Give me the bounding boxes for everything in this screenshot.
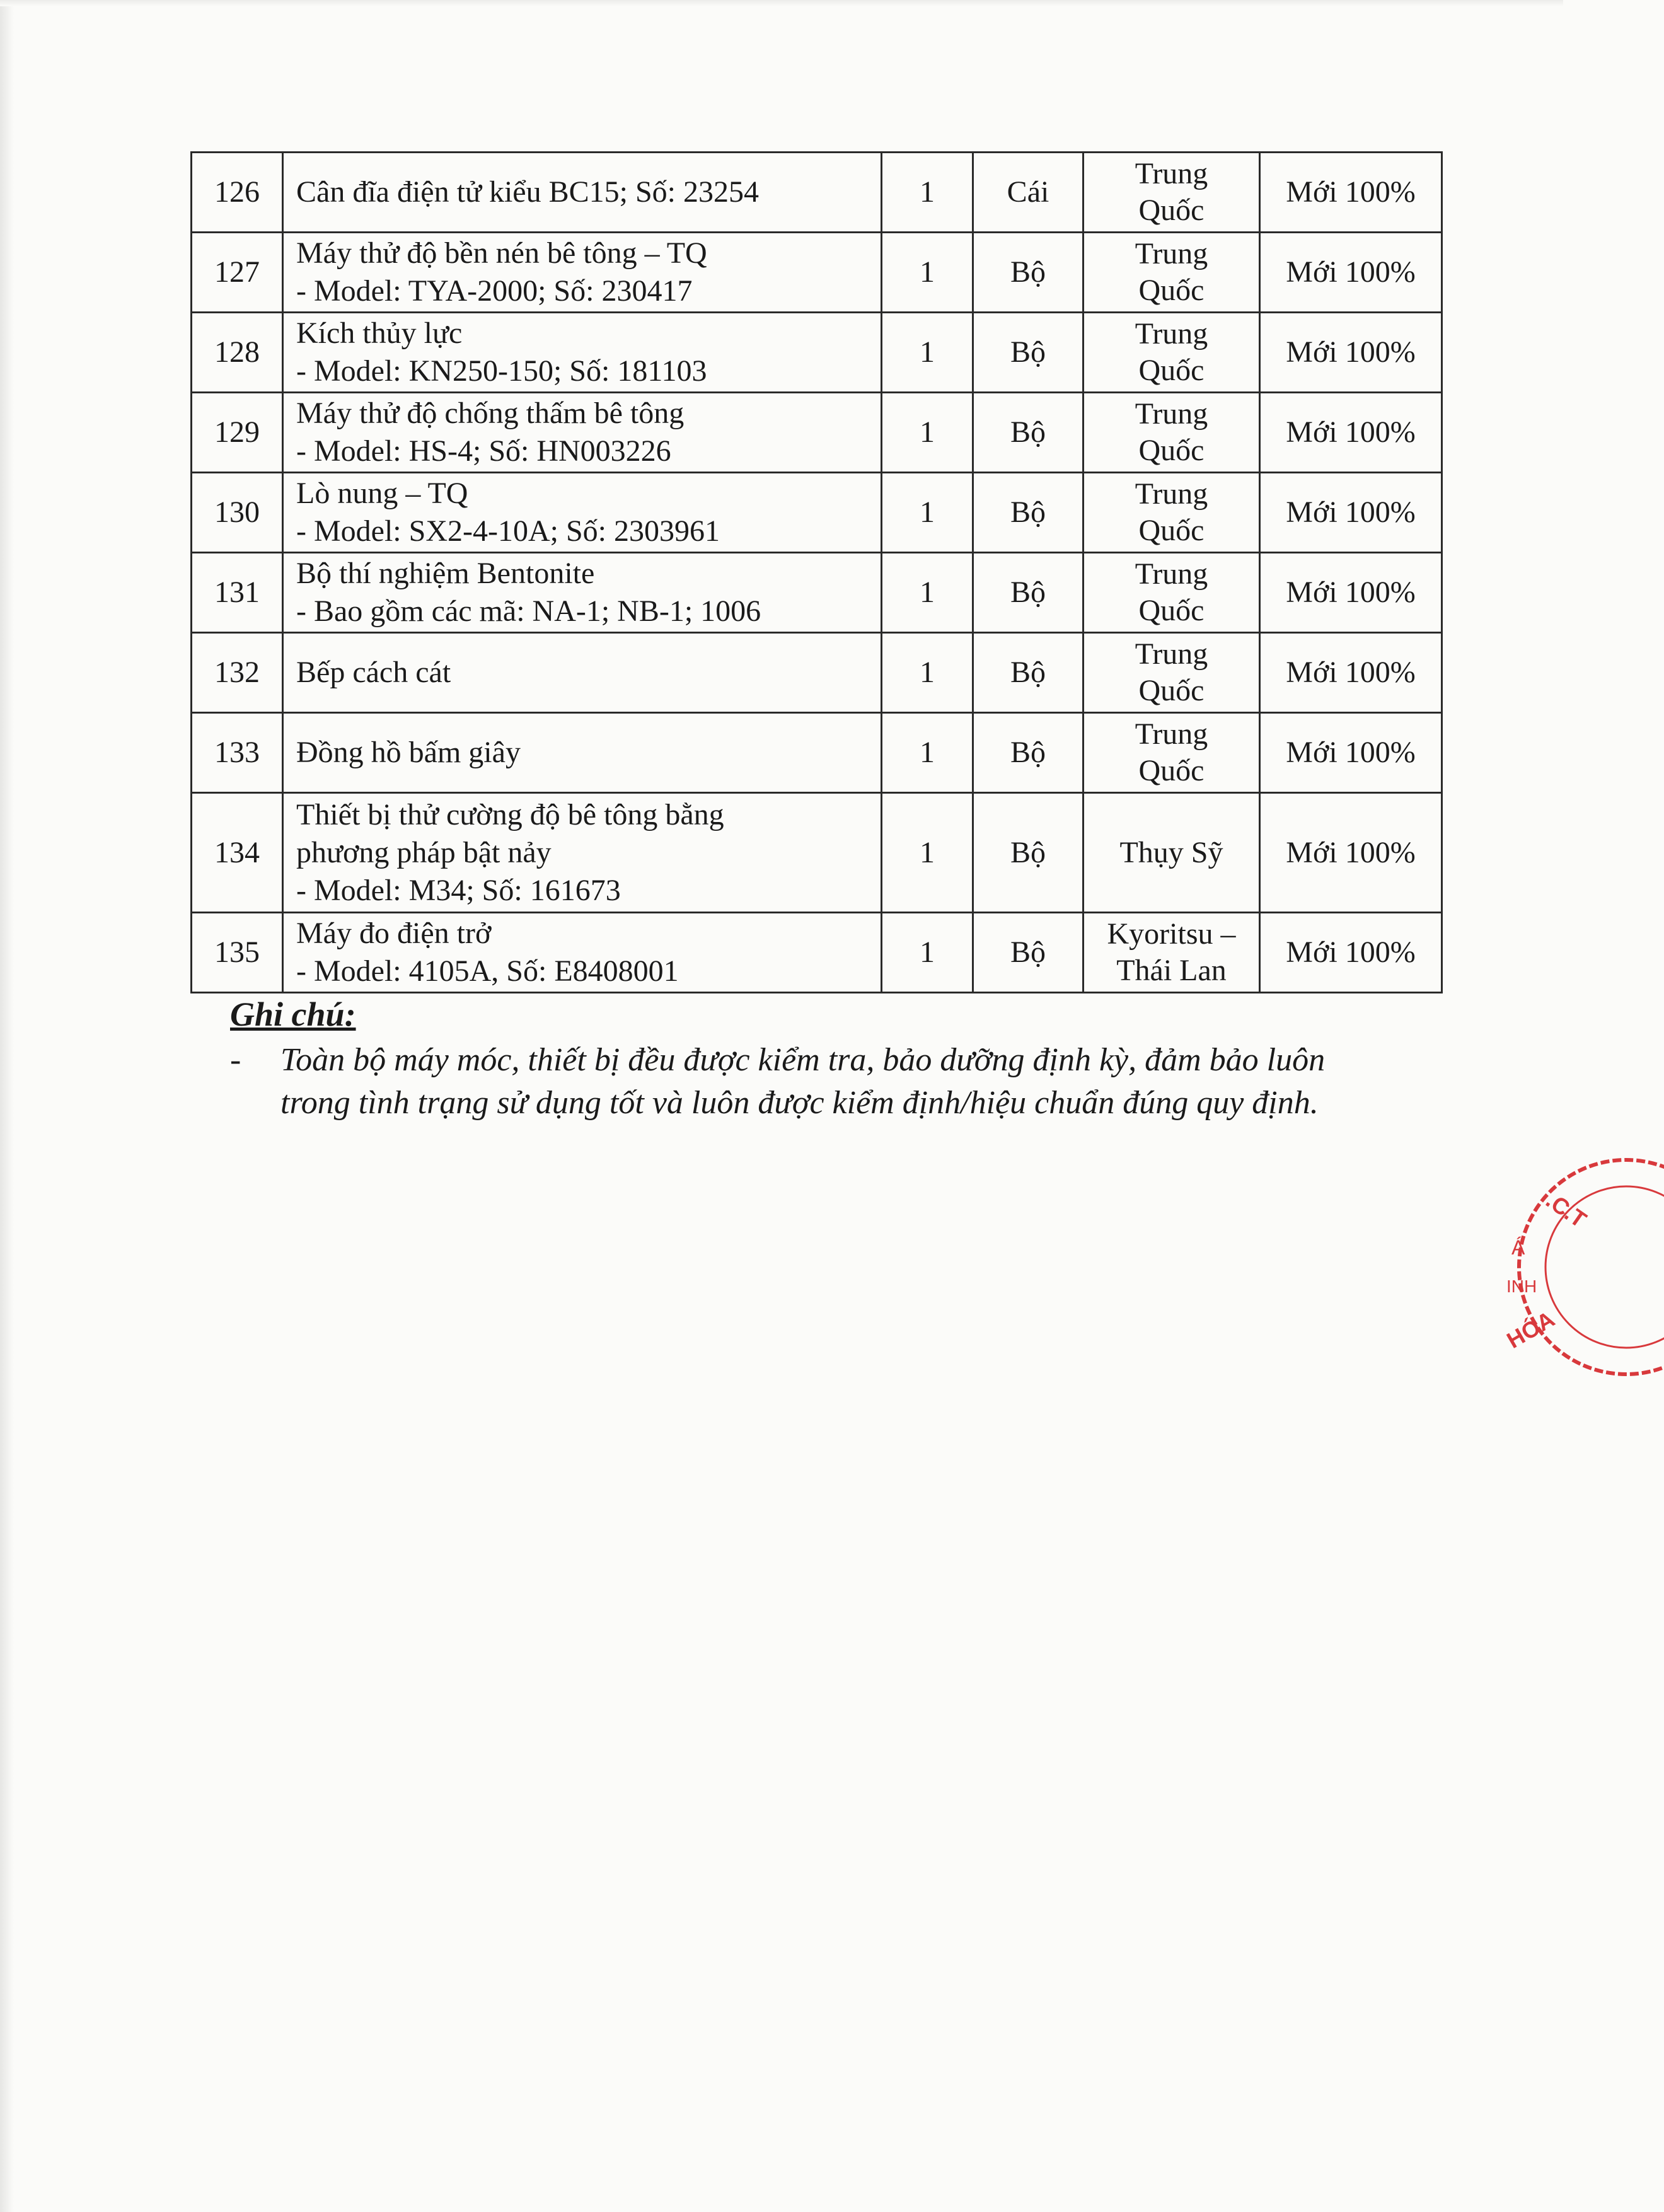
quantity: 1 xyxy=(882,633,973,713)
unit: Bộ xyxy=(973,233,1083,313)
equipment-name-line: Đồng hồ bấm giây xyxy=(296,736,521,769)
note-line-1: Toàn bộ máy móc, thiết bị đều được kiểm tra, bảo dưỡng định kỳ, đảm bảo luôn xyxy=(280,1042,1326,1078)
unit: Bộ xyxy=(973,553,1083,633)
origin xyxy=(1083,713,1260,793)
equipment-name-line: - Model: M34; Số: 161673 xyxy=(296,873,621,907)
note-item xyxy=(230,1039,1465,1125)
row-number: 128 xyxy=(192,313,283,393)
equipment-name xyxy=(283,553,882,633)
origin-line: Trung xyxy=(1135,157,1208,190)
condition: Mới 100% xyxy=(1260,713,1442,793)
condition: Mới 100% xyxy=(1260,473,1442,553)
origin-line: Quốc xyxy=(1138,674,1205,707)
origin-line: Quốc xyxy=(1138,354,1205,387)
origin-line: Trung xyxy=(1135,557,1208,591)
origin xyxy=(1083,793,1260,913)
row-number: 126 xyxy=(192,153,283,233)
equipment-name-line: Bếp cách cát xyxy=(296,656,451,689)
company-seal xyxy=(1500,1160,1664,1374)
equipment-name xyxy=(283,713,882,793)
equipment-name xyxy=(283,233,882,313)
equipment-name-line: phương pháp bật nảy xyxy=(296,835,552,869)
quantity: 1 xyxy=(882,913,973,993)
table-row xyxy=(192,393,1442,473)
quantity: 1 xyxy=(882,313,973,393)
origin xyxy=(1083,393,1260,473)
origin-line: Quốc xyxy=(1138,594,1205,627)
row-number: 132 xyxy=(192,633,283,713)
note-bullet: - xyxy=(230,1042,241,1078)
origin-line: Thụy Sỹ xyxy=(1119,835,1223,869)
equipment-name xyxy=(283,913,882,993)
seal-text-a: Á xyxy=(1511,1236,1525,1259)
equipment-name-line: - Bao gồm các mã: NA-1; NB-1; 1006 xyxy=(296,594,761,628)
equipment-name-line: Máy đo điện trở xyxy=(296,917,492,950)
equipment-name xyxy=(283,473,882,553)
origin-line: Quốc xyxy=(1138,434,1205,467)
origin-line: Trung xyxy=(1135,397,1208,431)
origin-line: Thái Lan xyxy=(1116,954,1227,987)
table-row xyxy=(192,633,1442,713)
origin-line: Trung xyxy=(1135,637,1208,671)
equipment-name-line: - Model: HS-4; Số: HN003226 xyxy=(296,434,671,468)
condition: Mới 100% xyxy=(1260,233,1442,313)
table-row xyxy=(192,153,1442,233)
origin-line: Trung xyxy=(1135,237,1208,270)
equipment-name-line: - Model: SX2-4-10A; Số: 2303961 xyxy=(296,514,720,548)
row-number: 134 xyxy=(192,793,283,913)
origin-line: Kyoritsu – xyxy=(1107,917,1236,951)
table-row xyxy=(192,713,1442,793)
condition: Mới 100% xyxy=(1260,913,1442,993)
table-row xyxy=(192,313,1442,393)
equipment-name-line: Bộ thí nghiệm Bentonite xyxy=(296,557,595,590)
unit: Bộ xyxy=(973,473,1083,553)
equipment-table xyxy=(190,151,1443,993)
origin-line: Quốc xyxy=(1138,514,1205,547)
origin-line: Quốc xyxy=(1138,754,1205,787)
equipment-name xyxy=(283,633,882,713)
scan-edge-top xyxy=(0,0,1563,6)
note-line-2: trong tình trạng sử dụng tốt và luôn được kiểm định/hiệu chuẩn đúng quy định. xyxy=(280,1085,1319,1121)
seal-text-bottom: HÓA xyxy=(1502,1306,1559,1353)
condition: Mới 100% xyxy=(1260,553,1442,633)
quantity: 1 xyxy=(882,473,973,553)
origin-line: Trung xyxy=(1135,477,1208,511)
origin xyxy=(1083,633,1260,713)
equipment-name-line: - Model: KN250-150; Số: 181103 xyxy=(296,354,707,388)
unit: Bộ xyxy=(973,633,1083,713)
table-row xyxy=(192,473,1442,553)
origin xyxy=(1083,313,1260,393)
equipment-name xyxy=(283,793,882,913)
equipment-name-line: - Model: 4105A, Số: E8408001 xyxy=(296,954,679,988)
condition: Mới 100% xyxy=(1260,633,1442,713)
row-number: 129 xyxy=(192,393,283,473)
equipment-name xyxy=(283,313,882,393)
row-number: 135 xyxy=(192,913,283,993)
equipment-name xyxy=(283,153,882,233)
equipment-name-line: Cân đĩa điện tử kiểu BC15; Số: 23254 xyxy=(296,175,759,209)
row-number: 131 xyxy=(192,553,283,633)
origin-line: Trung xyxy=(1135,317,1208,350)
condition: Mới 100% xyxy=(1260,153,1442,233)
equipment-name-line: Kích thủy lực xyxy=(296,316,463,350)
quantity: 1 xyxy=(882,713,973,793)
table-row xyxy=(192,553,1442,633)
unit: Bộ xyxy=(973,913,1083,993)
equipment-name-line: Lò nung – TQ xyxy=(296,477,468,510)
origin xyxy=(1083,153,1260,233)
quantity: 1 xyxy=(882,553,973,633)
origin xyxy=(1083,913,1260,993)
origin-line: Trung xyxy=(1135,717,1208,751)
equipment-name-line: Thiết bị thử cường độ bê tông bằng xyxy=(296,797,724,831)
equipment-name-line: - Model: TYA-2000; Số: 230417 xyxy=(296,274,693,308)
quantity: 1 xyxy=(882,793,973,913)
unit: Bộ xyxy=(973,313,1083,393)
origin xyxy=(1083,553,1260,633)
origin xyxy=(1083,473,1260,553)
scan-edge xyxy=(0,0,14,2212)
quantity: 1 xyxy=(882,233,973,313)
condition: Mới 100% xyxy=(1260,393,1442,473)
equipment-name-line: Máy thử độ bền nén bê tông – TQ xyxy=(296,236,707,270)
equipment-name xyxy=(283,393,882,473)
table-row xyxy=(192,913,1442,993)
condition: Mới 100% xyxy=(1260,313,1442,393)
origin-line: Quốc xyxy=(1138,194,1205,227)
seal-text-top: .C.T xyxy=(1541,1186,1592,1233)
origin xyxy=(1083,233,1260,313)
unit: Bộ xyxy=(973,713,1083,793)
origin-line: Quốc xyxy=(1138,274,1205,307)
condition: Mới 100% xyxy=(1260,793,1442,913)
quantity: 1 xyxy=(882,393,973,473)
row-number: 130 xyxy=(192,473,283,553)
note-title: Ghi chú: xyxy=(230,995,356,1033)
unit: Bộ xyxy=(973,393,1083,473)
table-row xyxy=(192,793,1442,913)
equipment-name-line: Máy thử độ chống thấm bê tông xyxy=(296,397,685,430)
row-number: 127 xyxy=(192,233,283,313)
unit: Bộ xyxy=(973,793,1083,913)
table-row xyxy=(192,233,1442,313)
quantity: 1 xyxy=(882,153,973,233)
seal-text-inh: INH xyxy=(1506,1277,1537,1296)
unit: Cái xyxy=(973,153,1083,233)
row-number: 133 xyxy=(192,713,283,793)
